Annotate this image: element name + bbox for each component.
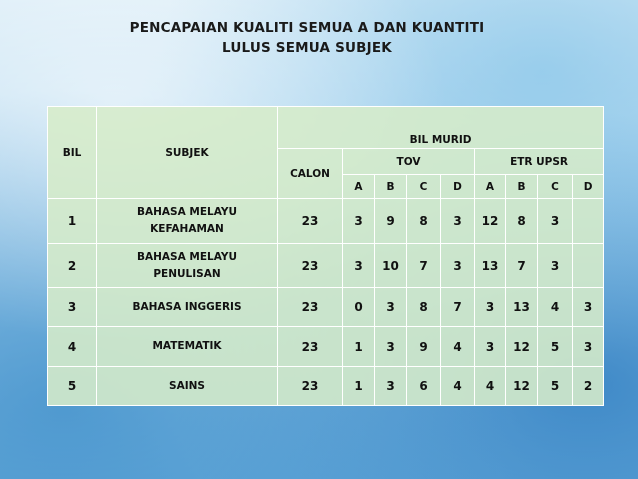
- etr-c: 5: [538, 367, 573, 406]
- tov-b: 10: [375, 244, 407, 288]
- etr-c: 4: [538, 288, 573, 327]
- table-row: [48, 327, 604, 367]
- tov-b: 3: [375, 367, 407, 406]
- etr-a: 4: [475, 367, 506, 406]
- tov-a: 3: [343, 199, 375, 244]
- header-etr: ETR UPSR: [475, 149, 604, 175]
- slide-title: [0, 18, 638, 58]
- tov-c: 8: [407, 288, 441, 327]
- row-bil: 4: [48, 327, 97, 367]
- table-row: [48, 288, 604, 327]
- row-calon: 23: [278, 367, 343, 406]
- row-bil: 3: [48, 288, 97, 327]
- etr-d: 3: [573, 327, 604, 367]
- tov-c: 6: [407, 367, 441, 406]
- row-bil: 2: [48, 244, 97, 288]
- etr-c: 3: [538, 244, 573, 288]
- subjek-line-2: KEFAHAMAN: [150, 223, 224, 235]
- etr-a: 3: [475, 327, 506, 367]
- row-subjek: [97, 244, 278, 288]
- subjek-line-1: BAHASA MELAYU: [137, 206, 237, 218]
- title-line-2: LULUS SEMUA SUBJEK: [222, 40, 392, 56]
- tov-d: 4: [441, 367, 475, 406]
- header-bil-murid: BIL MURID: [278, 107, 604, 149]
- table-row: [48, 367, 604, 406]
- tov-a: 1: [343, 327, 375, 367]
- tov-a: 1: [343, 367, 375, 406]
- etr-b: 13: [506, 288, 538, 327]
- etr-b: 8: [506, 199, 538, 244]
- etr-d: 3: [573, 288, 604, 327]
- etr-b: 12: [506, 327, 538, 367]
- etr-b: 12: [506, 367, 538, 406]
- etr-c: 3: [538, 199, 573, 244]
- row-calon: 23: [278, 244, 343, 288]
- tov-d: 7: [441, 288, 475, 327]
- grade-header: B: [375, 175, 407, 199]
- row-subjek: BAHASA INGGERIS: [97, 288, 278, 327]
- etr-d: 2: [573, 367, 604, 406]
- tov-b: 3: [375, 288, 407, 327]
- row-bil: 1: [48, 199, 97, 244]
- header-row-1: [48, 107, 604, 149]
- etr-b: 7: [506, 244, 538, 288]
- row-subjek: MATEMATIK: [97, 327, 278, 367]
- row-calon: 23: [278, 288, 343, 327]
- title-line-1: PENCAPAIAN KUALITI SEMUA A DAN KUANTITI: [129, 20, 485, 36]
- tov-a: 0: [343, 288, 375, 327]
- grade-header: C: [538, 175, 573, 199]
- etr-a: 13: [475, 244, 506, 288]
- tov-d: 4: [441, 327, 475, 367]
- etr-d: [573, 244, 604, 288]
- etr-a: 3: [475, 288, 506, 327]
- results-table: [47, 106, 604, 406]
- subjek-line-2: PENULISAN: [153, 267, 221, 280]
- tov-b: 3: [375, 327, 407, 367]
- grade-header: C: [407, 175, 441, 199]
- header-tov: TOV: [343, 149, 475, 175]
- header-calon: CALON: [278, 149, 343, 199]
- table-row: [48, 199, 604, 244]
- grade-header: A: [475, 175, 506, 199]
- row-subjek: SAINS: [97, 367, 278, 406]
- grade-header: D: [441, 175, 475, 199]
- tov-d: 3: [441, 244, 475, 288]
- subjek-line-1: BAHASA MELAYU: [137, 250, 237, 263]
- table-row: [48, 244, 604, 288]
- etr-d: [573, 199, 604, 244]
- row-subjek: [97, 199, 278, 244]
- row-bil: 5: [48, 367, 97, 406]
- tov-c: 7: [407, 244, 441, 288]
- row-calon: 23: [278, 199, 343, 244]
- grade-header: A: [343, 175, 375, 199]
- tov-d: 3: [441, 199, 475, 244]
- tov-c: 8: [407, 199, 441, 244]
- row-calon: 23: [278, 327, 343, 367]
- grade-header: D: [573, 175, 604, 199]
- etr-c: 5: [538, 327, 573, 367]
- etr-a: 12: [475, 199, 506, 244]
- tov-b: 9: [375, 199, 407, 244]
- tov-a: 3: [343, 244, 375, 288]
- header-bil: BIL: [48, 107, 97, 199]
- grade-header: B: [506, 175, 538, 199]
- tov-c: 9: [407, 327, 441, 367]
- header-subjek: SUBJEK: [97, 107, 278, 199]
